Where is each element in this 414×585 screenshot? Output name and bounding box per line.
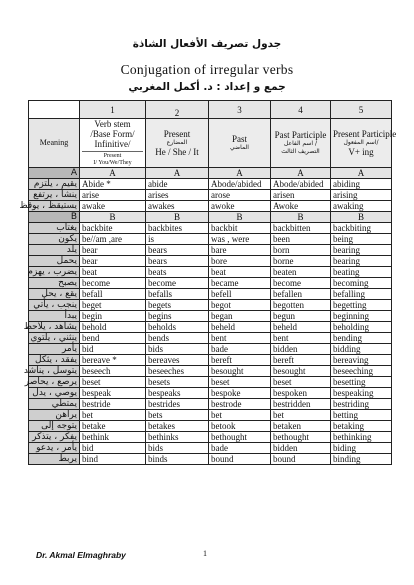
- verb-past: bound: [209, 454, 271, 465]
- verb-past-participle: bestridden: [271, 399, 331, 410]
- verb-row: [29, 377, 392, 388]
- verb-present-participle: awaking: [331, 201, 392, 212]
- verb-row: [29, 410, 392, 421]
- verb-meaning: يربط: [29, 454, 80, 465]
- verb-base-form: bid: [80, 443, 146, 454]
- verb-row: [29, 256, 392, 267]
- verb-present: abide: [146, 179, 209, 190]
- verb-base-form: become: [80, 278, 146, 289]
- verb-past: arose: [209, 190, 271, 201]
- verb-past: began: [209, 311, 271, 322]
- verbs-table-body: [19, 101, 397, 465]
- verb-past: begot: [209, 300, 271, 311]
- verb-row: [29, 443, 392, 454]
- verb-past: bereft: [209, 355, 271, 366]
- verb-present-participle: beating: [331, 267, 392, 278]
- header-present: [146, 119, 209, 168]
- verb-row: [29, 289, 392, 300]
- verb-past: besought: [209, 366, 271, 377]
- verb-present-participle: binding: [331, 454, 392, 465]
- verb-past: bore: [209, 256, 271, 267]
- section-letter-cell: A: [29, 168, 80, 179]
- column-header-row: [29, 119, 392, 168]
- stem-sub-1: Present: [103, 153, 122, 159]
- stem-line-3: Infinitive/: [94, 139, 131, 149]
- verb-present-participle: backbiting: [331, 223, 392, 234]
- verb-present-participle: bearing: [331, 256, 392, 267]
- verb-meaning: يفكر ، يتذكر: [29, 432, 80, 443]
- verb-base-form: beset: [80, 377, 146, 388]
- column-number-2: 2: [174, 108, 180, 118]
- verb-past-participle: betaken: [271, 421, 331, 432]
- verb-meaning: يأمر: [29, 344, 80, 355]
- section-letter-cell: B: [209, 212, 271, 223]
- verb-past-participle: bound: [271, 454, 331, 465]
- verb-present: bends: [146, 333, 209, 344]
- verb-present-participle: becoming: [331, 278, 392, 289]
- section-letter-cell: A: [209, 168, 271, 179]
- verb-past: bestrode: [209, 399, 271, 410]
- verb-row: [29, 366, 392, 377]
- verb-past-participle: become: [271, 278, 331, 289]
- verb-base-form: bet: [80, 410, 146, 421]
- header-past: [209, 119, 271, 168]
- verb-row: [29, 234, 392, 245]
- verb-past-participle: bereft: [271, 355, 331, 366]
- verb-meaning: يتوجه إلى: [29, 421, 80, 432]
- verb-present: is: [146, 234, 209, 245]
- past-en: Past: [231, 134, 247, 144]
- verb-past-participle: beaten: [271, 267, 331, 278]
- verb-present: arises: [146, 190, 209, 201]
- verb-present-participle: begetting: [331, 300, 392, 311]
- verb-present-participle: bethinking: [331, 432, 392, 443]
- section-letter-row: [29, 168, 392, 179]
- footer-author: Dr. Akmal Elmaghraby: [36, 550, 126, 560]
- verb-row: [29, 278, 392, 289]
- verb-base-form: be//am ,are: [80, 234, 146, 245]
- verb-present-participle: betaking: [331, 421, 392, 432]
- verb-meaning: يقع ، يحل: [29, 289, 80, 300]
- verb-past-participle: bent: [271, 333, 331, 344]
- verb-past: was , were: [209, 234, 271, 245]
- verb-base-form: bestride: [80, 399, 146, 410]
- verb-past-participle: begotten: [271, 300, 331, 311]
- verb-past-participle: bidden: [271, 443, 331, 454]
- section-letter-cell: A: [80, 168, 146, 179]
- verb-present: beseeches: [146, 366, 209, 377]
- verb-base-form: bespeak: [80, 388, 146, 399]
- stem-subcell: [82, 151, 143, 167]
- verb-past-participle: been: [271, 234, 331, 245]
- verb-meaning: يوصي ، يدل: [29, 388, 80, 399]
- verb-past-participle: arisen: [271, 190, 331, 201]
- section-letter-cell: A: [146, 168, 209, 179]
- verb-past-participle: bet: [271, 410, 331, 421]
- verb-meaning: يستيقظ ، يوقظ: [29, 201, 80, 212]
- verb-present-participle: bidding: [331, 344, 392, 355]
- verb-base-form: beseech: [80, 366, 146, 377]
- verb-past-participle: Abode/abided: [271, 179, 331, 190]
- verb-meaning: يكون: [29, 234, 80, 245]
- verb-meaning: يبدأ: [29, 311, 80, 322]
- verb-present-participle: beholding: [331, 322, 392, 333]
- pp-en: Past Participle: [274, 130, 327, 140]
- verb-present-participle: biding: [331, 443, 392, 454]
- stem-sub-2: I/ You/We/They: [93, 160, 132, 166]
- verb-row: [29, 245, 392, 256]
- verb-past-participle: beset: [271, 377, 331, 388]
- verb-base-form: beget: [80, 300, 146, 311]
- verb-present-participle: bestriding: [331, 399, 392, 410]
- verb-meaning: يضرب ، يهزم: [29, 267, 80, 278]
- verb-past: betook: [209, 421, 271, 432]
- verb-past-participle: Awoke: [271, 201, 331, 212]
- verb-present: bears: [146, 256, 209, 267]
- verb-base-form: bid: [80, 344, 146, 355]
- verb-meaning: يصبح: [29, 278, 80, 289]
- title-english: Conjugation of irregular verbs: [120, 62, 294, 77]
- verb-present-participle: abiding: [331, 179, 392, 190]
- verb-past: awoke: [209, 201, 271, 212]
- verb-past-participle: bidden: [271, 344, 331, 355]
- verb-present: beholds: [146, 322, 209, 333]
- verb-base-form: bear: [80, 256, 146, 267]
- column-number-cell-2: [146, 101, 209, 119]
- verb-present-participle: beginning: [331, 311, 392, 322]
- verb-row: [29, 201, 392, 212]
- verb-present-participle: befalling: [331, 289, 392, 300]
- verb-past-participle: befallen: [271, 289, 331, 300]
- verb-meaning: يتوسل ، يناشد: [29, 366, 80, 377]
- prp-en: Present Participle: [333, 129, 397, 139]
- section-letter-cell: B: [29, 212, 80, 223]
- verb-row: [29, 399, 392, 410]
- verb-meaning: يفقد ، يثكل: [29, 355, 80, 366]
- verb-meaning: يغتاب: [29, 223, 80, 234]
- verb-past: befell: [209, 289, 271, 300]
- page-number: 1: [203, 549, 207, 558]
- column-number-row: [29, 101, 392, 119]
- verb-past-participle: borne: [271, 256, 331, 267]
- verb-present: bears: [146, 245, 209, 256]
- verb-past: beset: [209, 377, 271, 388]
- verb-base-form: Abide *: [80, 179, 146, 190]
- verb-present: begins: [146, 311, 209, 322]
- verb-row: [29, 190, 392, 201]
- verb-past: beheld: [209, 322, 271, 333]
- pp-ar-2: التصريف الثالث: [281, 148, 320, 155]
- verb-present: besets: [146, 377, 209, 388]
- verb-present-participle: arising: [331, 190, 392, 201]
- verb-row: [29, 311, 392, 322]
- verb-meaning: يأمر ، يدعو: [29, 443, 80, 454]
- verb-base-form: bind: [80, 454, 146, 465]
- header-present-participle: [331, 119, 397, 168]
- stem-line-1: Verb stem: [94, 119, 131, 129]
- present-sub: He / She / It: [155, 147, 199, 157]
- verb-row: [29, 322, 392, 333]
- section-letter-cell: B: [271, 212, 331, 223]
- verb-past: backbit: [209, 223, 271, 234]
- verb-meaning: يرصع ، يحاصر: [29, 377, 80, 388]
- column-number-5: 5: [331, 101, 392, 119]
- verb-present-participle: beseeching: [331, 366, 392, 377]
- verb-base-form: bear: [80, 245, 146, 256]
- column-number-1: 1: [80, 101, 146, 119]
- verb-row: [29, 300, 392, 311]
- verb-present: bets: [146, 410, 209, 421]
- verb-base-form: arise: [80, 190, 146, 201]
- verb-meaning: يشاهد ، يلاحظ: [29, 322, 80, 333]
- author-arabic: جمع و إعداد : د. أكمل المغربي: [128, 81, 286, 93]
- verbs-table: [19, 100, 397, 465]
- verb-present: bethinks: [146, 432, 209, 443]
- prp-sub: V+ ing: [348, 147, 374, 157]
- verb-past-participle: beheld: [271, 322, 331, 333]
- verb-meaning: يراهن: [29, 410, 80, 421]
- pp-ar-1: اسم الفاعل /: [283, 140, 317, 147]
- verb-present: binds: [146, 454, 209, 465]
- verb-meaning: ينجب ، يأتي: [29, 300, 80, 311]
- verb-past: became: [209, 278, 271, 289]
- verb-present-participle: bending: [331, 333, 392, 344]
- verb-present: bespeaks: [146, 388, 209, 399]
- verb-present: bestrides: [146, 399, 209, 410]
- verb-past: beat: [209, 267, 271, 278]
- verb-base-form: behold: [80, 322, 146, 333]
- verb-past: bent: [209, 333, 271, 344]
- verb-row: [29, 267, 392, 278]
- section-letter-cell: B: [80, 212, 146, 223]
- verb-past: Abode/abided: [209, 179, 271, 190]
- stem-line-2: /Base Form/: [90, 129, 135, 139]
- verb-past-participle: begun: [271, 311, 331, 322]
- verb-row: [29, 355, 392, 366]
- verb-present-participle: being: [331, 234, 392, 245]
- verb-present: bids: [146, 344, 209, 355]
- verb-past: bespoke: [209, 388, 271, 399]
- verb-present: bids: [146, 443, 209, 454]
- verb-present: befalls: [146, 289, 209, 300]
- verb-base-form: awake: [80, 201, 146, 212]
- verb-base-form: beat: [80, 267, 146, 278]
- verb-base-form: bereave *: [80, 355, 146, 366]
- header-meaning: Meaning: [29, 119, 80, 168]
- verb-present: beats: [146, 267, 209, 278]
- section-letter-cell: B: [146, 212, 209, 223]
- section-letter-cell: B: [331, 212, 392, 223]
- verb-past-participle: bethought: [271, 432, 331, 443]
- verb-present-participle: bearing: [331, 245, 392, 256]
- verb-past-participle: born: [271, 245, 331, 256]
- verb-base-form: betake: [80, 421, 146, 432]
- prp-ar: اسم المفعول/: [343, 139, 379, 146]
- present-en: Present: [163, 129, 191, 139]
- verb-row: [29, 179, 392, 190]
- verb-meaning: ينثني ، يلتوي: [29, 333, 80, 344]
- header-past-participle: [271, 119, 331, 168]
- verb-row: [29, 333, 392, 344]
- verb-base-form: backbite: [80, 223, 146, 234]
- verb-present: awakes: [146, 201, 209, 212]
- verb-meaning: يلد: [29, 245, 80, 256]
- verb-meaning: يمتطي: [29, 399, 80, 410]
- verb-row: [29, 421, 392, 432]
- verb-past-participle: besought: [271, 366, 331, 377]
- section-letter-cell: A: [271, 168, 331, 179]
- column-number-4: 4: [271, 101, 331, 119]
- verb-base-form: bend: [80, 333, 146, 344]
- verb-present-participle: bespeaking: [331, 388, 392, 399]
- verb-present-participle: besetting: [331, 377, 392, 388]
- verb-row: [29, 388, 392, 399]
- verb-base-form: bethink: [80, 432, 146, 443]
- verb-row: [29, 344, 392, 355]
- verb-past: bade: [209, 344, 271, 355]
- verb-present: begets: [146, 300, 209, 311]
- verb-past: bet: [209, 410, 271, 421]
- section-letter-cell: A: [331, 168, 392, 179]
- header-verb-stem: [80, 119, 146, 168]
- verb-meaning: يقيم ، يلتزم: [29, 179, 80, 190]
- verb-past: bade: [209, 443, 271, 454]
- verb-meaning: ينشأ ، يرتفع: [29, 190, 80, 201]
- verb-present: become: [146, 278, 209, 289]
- title-arabic: جدول تصريف الأفعال الشاذة: [132, 38, 282, 50]
- present-ar: المضارع: [166, 139, 188, 146]
- verb-base-form: befall: [80, 289, 146, 300]
- verb-present: betakes: [146, 421, 209, 432]
- verb-present-participle: betting: [331, 410, 392, 421]
- verb-row: [29, 454, 392, 465]
- verb-present-participle: bereaving: [331, 355, 392, 366]
- verb-present: bereaves: [146, 355, 209, 366]
- verb-past: bethought: [209, 432, 271, 443]
- verb-past: bare: [209, 245, 271, 256]
- blank-corner-cell: [29, 101, 80, 119]
- column-number-3: 3: [209, 101, 271, 119]
- section-letter-row: [29, 212, 392, 223]
- verb-row: [29, 432, 392, 443]
- verb-row: [29, 223, 392, 234]
- verb-past-participle: bespoken: [271, 388, 331, 399]
- verb-meaning: يحمل: [29, 256, 80, 267]
- past-ar: الماضي: [230, 144, 249, 151]
- verb-base-form: begin: [80, 311, 146, 322]
- verb-present: backbites: [146, 223, 209, 234]
- verb-past-participle: backbitten: [271, 223, 331, 234]
